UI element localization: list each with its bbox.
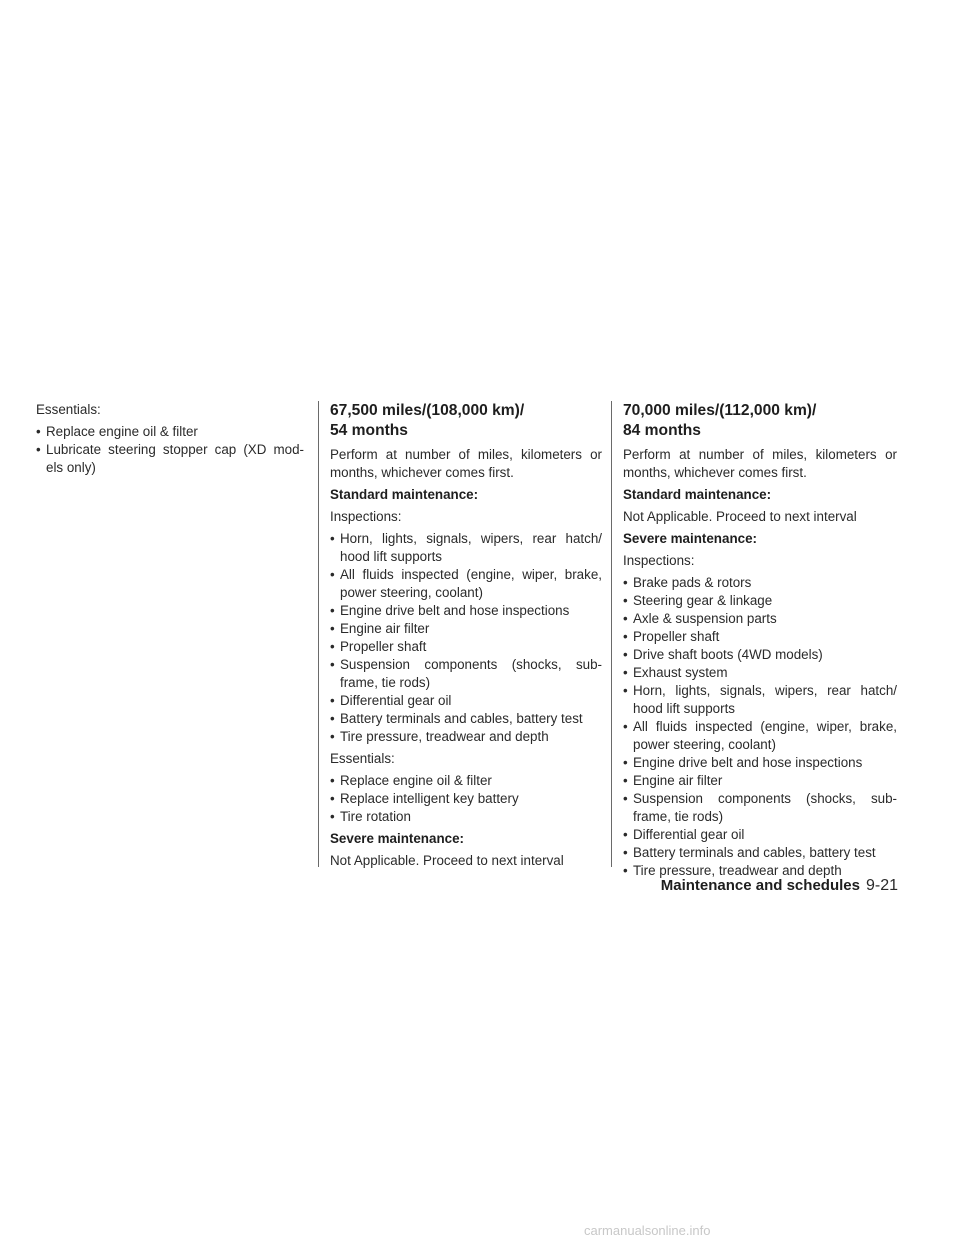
watermark: carmanualsonline.info	[584, 1223, 711, 1238]
column-2	[330, 401, 602, 874]
list-item: • Horn, lights, signals, wipers, rear hatch/ hood lift supports	[623, 682, 897, 718]
heading-line: 54 months	[330, 422, 408, 439]
page-footer	[652, 877, 898, 895]
list-item: • Engine drive belt and hose inspections	[330, 602, 602, 620]
list-item: • All fluids inspected (engine, wiper, brake, power steering, coolant)	[623, 718, 897, 754]
list-item: • Replace engine oil & filter	[330, 772, 602, 790]
list-item: • Replace intelligent key battery	[330, 790, 602, 808]
interval-heading	[330, 401, 602, 441]
list-item: • Engine air filter	[623, 772, 897, 790]
list-item: • All fluids inspected (engine, wiper, brake, power steering, coolant)	[330, 566, 602, 602]
list-item: • Suspension components (shocks, sub-frame, tie rods)	[623, 790, 897, 826]
inspections-list	[330, 530, 602, 746]
inspections-label: Inspections:	[623, 553, 695, 568]
essentials-label: Essentials:	[36, 402, 101, 417]
section-title: Maintenance and schedules	[660, 877, 860, 894]
list-item: • Replace engine oil & filter	[36, 423, 304, 441]
severe-label: Severe maintenance:	[330, 831, 464, 846]
list-item: • Engine drive belt and hose inspections	[623, 754, 897, 772]
list-item: • Tire pressure, treadwear and depth	[330, 728, 602, 746]
inspections-list	[623, 574, 897, 880]
list-item: • Steering gear & linkage	[623, 592, 897, 610]
list-item: • Axle & suspension parts	[623, 610, 897, 628]
column-divider	[611, 401, 612, 867]
column-divider	[318, 401, 319, 867]
list-item: • Propeller shaft	[330, 638, 602, 656]
severe-text: Not Applicable. Proceed to next interval	[330, 853, 564, 868]
list-item: • Suspension components (shocks, sub-frame, tie rods)	[330, 656, 602, 692]
column-3	[623, 401, 897, 884]
essentials-list	[330, 772, 602, 826]
list-item: • Battery terminals and cables, battery test	[623, 844, 897, 862]
column-1	[36, 401, 304, 481]
essentials-list	[36, 423, 304, 477]
interval-heading	[623, 401, 897, 441]
intro-text: Perform at number of miles, kilometers or months, whichever comes first.	[623, 447, 897, 480]
list-item: • Differential gear oil	[623, 826, 897, 844]
essentials-label: Essentials:	[330, 751, 395, 766]
list-item: • Propeller shaft	[623, 628, 897, 646]
list-item: • Differential gear oil	[330, 692, 602, 710]
standard-label: Standard maintenance:	[623, 487, 772, 502]
list-item: • Tire rotation	[330, 808, 602, 826]
heading-line: 67,500 miles/(108,000 km)/	[330, 402, 525, 419]
standard-label: Standard maintenance:	[330, 487, 479, 502]
standard-text: Not Applicable. Proceed to next interval	[623, 509, 857, 524]
list-item: • Brake pads & rotors	[623, 574, 897, 592]
heading-line: 70,000 miles/(112,000 km)/	[623, 402, 817, 419]
list-item: • Engine air filter	[330, 620, 602, 638]
list-item: • Horn, lights, signals, wipers, rear hatch/ hood lift supports	[330, 530, 602, 566]
list-item: • Exhaust system	[623, 664, 897, 682]
severe-label: Severe maintenance:	[623, 531, 757, 546]
intro-text: Perform at number of miles, kilometers or months, whichever comes first.	[330, 447, 602, 480]
heading-line: 84 months	[623, 422, 701, 439]
list-item: • Lubricate steering stopper cap (XD mod-els only)	[36, 441, 304, 477]
list-item: • Battery terminals and cables, battery test	[330, 710, 602, 728]
list-item: • Drive shaft boots (4WD models)	[623, 646, 897, 664]
page-number: 9-21	[865, 877, 898, 894]
inspections-label: Inspections:	[330, 509, 402, 524]
list-item: • Tire pressure, treadwear and depth	[623, 862, 897, 880]
